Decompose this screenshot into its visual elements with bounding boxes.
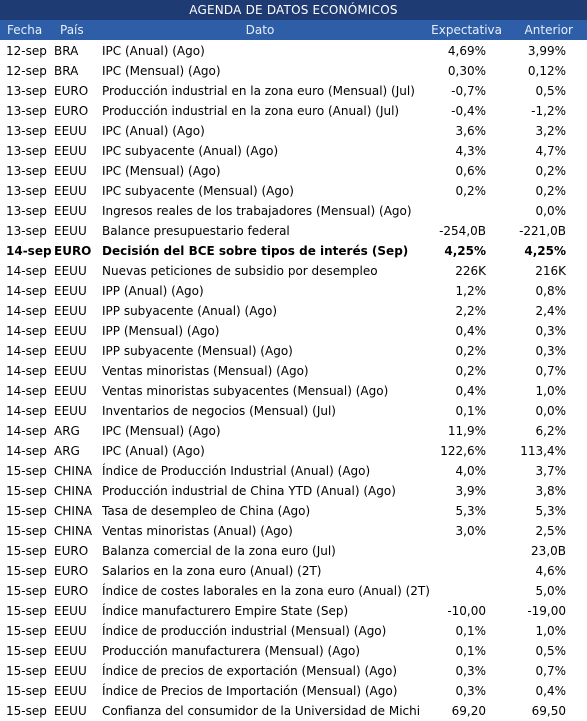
cell-fecha: 15-sep (6, 504, 47, 518)
cell-fecha: 15-sep (6, 564, 47, 578)
cell-anterior: 6,2% (535, 424, 566, 438)
cell-expectativa: -254,0B (439, 224, 486, 238)
cell-fecha: 13-sep (6, 104, 47, 118)
cell-pais: EURO (54, 564, 89, 578)
cell-dato: Índice de Precios de Importación (Mensual) (Ago) (102, 684, 398, 698)
cell-dato: IPC subyacente (Anual) (Ago) (102, 144, 279, 158)
cell-pais: EEUU (54, 364, 87, 378)
cell-dato: Confianza del consumidor de la Universidad de Michi (102, 704, 421, 718)
table-row (0, 481, 587, 501)
cell-pais: EEUU (54, 384, 87, 398)
cell-fecha: 14-sep (6, 384, 47, 398)
cell-dato: IPP (Anual) (Ago) (102, 284, 204, 298)
table-row (0, 501, 587, 521)
cell-fecha: 14-sep (6, 364, 47, 378)
cell-pais: CHINA (54, 504, 93, 518)
cell-expectativa: 3,6% (455, 124, 486, 138)
cell-expectativa: 0,4% (455, 384, 486, 398)
table-header-row (0, 20, 587, 40)
cell-dato: Índice de precios de exportación (Mensual) (Ago) (102, 664, 398, 678)
cell-pais: BRA (54, 44, 79, 58)
table-row (0, 301, 587, 321)
table-row (0, 141, 587, 161)
cell-dato: IPC (Mensual) (Ago) (102, 64, 221, 78)
table-row (0, 661, 587, 681)
cell-pais: CHINA (54, 484, 93, 498)
cell-anterior: 1,0% (535, 384, 566, 398)
cell-dato: Ventas minoristas subyacentes (Mensual) (Ago) (102, 384, 389, 398)
table-row (0, 381, 587, 401)
cell-fecha: 12-sep (6, 44, 47, 58)
cell-pais: EEUU (54, 324, 87, 338)
table-title: AGENDA DE DATOS ECONÓMICOS (0, 0, 587, 20)
cell-fecha: 15-sep (6, 684, 47, 698)
table-row (0, 341, 587, 361)
cell-fecha: 15-sep (6, 524, 47, 538)
table-row (0, 181, 587, 201)
table-row (0, 421, 587, 441)
cell-anterior: 0,5% (535, 84, 566, 98)
cell-anterior: 0,2% (535, 164, 566, 178)
cell-anterior: 0,3% (535, 344, 566, 358)
cell-pais: EEUU (54, 144, 87, 158)
cell-fecha: 14-sep (6, 304, 47, 318)
cell-pais: EURO (54, 84, 89, 98)
cell-anterior: 113,4% (520, 444, 566, 458)
cell-dato: IPC (Anual) (Ago) (102, 124, 205, 138)
cell-dato: Índice de producción industrial (Mensual) (Ago) (102, 624, 387, 638)
cell-dato: IPP subyacente (Mensual) (Ago) (102, 344, 293, 358)
cell-dato: Producción industrial en la zona euro (Anual) (Jul) (102, 104, 400, 118)
table-row (0, 561, 587, 581)
cell-dato: Tasa de desempleo de China (Ago) (102, 504, 311, 518)
cell-anterior: 4,6% (535, 564, 566, 578)
cell-expectativa: 5,3% (455, 504, 486, 518)
cell-expectativa: 0,6% (455, 164, 486, 178)
cell-anterior: 0,0% (535, 204, 566, 218)
cell-anterior: 3,99% (527, 44, 566, 58)
table-row (0, 81, 587, 101)
cell-fecha: 15-sep (6, 624, 47, 638)
table-row (0, 601, 587, 621)
table-row (0, 281, 587, 301)
cell-dato: IPC (Mensual) (Ago) (102, 424, 221, 438)
cell-expectativa: 4,69% (447, 44, 486, 58)
cell-fecha: 15-sep (6, 664, 47, 678)
table-row (0, 641, 587, 661)
cell-dato: Ventas minoristas (Anual) (Ago) (102, 524, 293, 538)
cell-dato: Ventas minoristas (Mensual) (Ago) (102, 364, 309, 378)
table-row (0, 241, 587, 261)
cell-fecha: 14-sep (6, 244, 52, 258)
cell-anterior: 23,0B (531, 544, 566, 558)
cell-dato: Nuevas peticiones de subsidio por desempleo (102, 264, 378, 278)
cell-anterior: 5,0% (535, 584, 566, 598)
cell-anterior: 0,12% (527, 64, 566, 78)
cell-fecha: 15-sep (6, 644, 47, 658)
cell-dato: Balance presupuestario federal (102, 224, 290, 238)
cell-expectativa: -0,4% (451, 104, 486, 118)
table-row (0, 321, 587, 341)
table-row (0, 161, 587, 181)
table-row (0, 201, 587, 221)
cell-anterior: 4,7% (535, 144, 566, 158)
cell-anterior: 3,7% (535, 464, 566, 478)
cell-dato: Salarios en la zona euro (Anual) (2T) (102, 564, 322, 578)
cell-anterior: 0,4% (535, 684, 566, 698)
cell-pais: EEUU (54, 404, 87, 418)
header-dato: Dato (245, 23, 275, 37)
cell-anterior: 0,7% (535, 364, 566, 378)
cell-dato: Ingresos reales de los trabajadores (Mensual) (Ago) (102, 204, 412, 218)
table-row (0, 621, 587, 641)
cell-pais: EEUU (54, 264, 87, 278)
cell-expectativa: 0,4% (455, 324, 486, 338)
cell-pais: EEUU (54, 704, 87, 718)
cell-pais: EEUU (54, 344, 87, 358)
cell-fecha: 15-sep (6, 544, 47, 558)
cell-expectativa: 3,0% (455, 524, 486, 538)
cell-anterior: 0,3% (535, 324, 566, 338)
cell-anterior: -221,0B (519, 224, 566, 238)
cell-pais: EEUU (54, 124, 87, 138)
table-row (0, 361, 587, 381)
table-row (0, 441, 587, 461)
cell-dato: Índice de Producción Industrial (Anual) (Ago) (102, 464, 371, 478)
cell-expectativa: 0,3% (455, 664, 486, 678)
cell-expectativa: 0,2% (455, 184, 486, 198)
cell-fecha: 15-sep (6, 584, 47, 598)
cell-anterior: 0,2% (535, 184, 566, 198)
cell-expectativa: 4,25% (444, 244, 486, 258)
cell-dato: Inventarios de negocios (Mensual) (Jul) (102, 404, 336, 418)
cell-pais: EEUU (54, 624, 87, 638)
cell-expectativa: 4,3% (455, 144, 486, 158)
cell-fecha: 14-sep (6, 424, 47, 438)
cell-pais: EEUU (54, 604, 87, 618)
cell-dato: IPC (Anual) (Ago) (102, 44, 205, 58)
cell-fecha: 14-sep (6, 284, 47, 298)
cell-expectativa: 0,1% (455, 644, 486, 658)
cell-pais: EEUU (54, 224, 87, 238)
cell-dato: Producción manufacturera (Mensual) (Ago) (102, 644, 361, 658)
cell-pais: EURO (54, 544, 89, 558)
cell-anterior: 0,7% (535, 664, 566, 678)
header-anterior: Anterior (524, 23, 573, 37)
cell-fecha: 14-sep (6, 264, 47, 278)
cell-expectativa: 2,2% (455, 304, 486, 318)
table-row (0, 521, 587, 541)
table-row (0, 681, 587, 701)
cell-expectativa: 0,2% (455, 344, 486, 358)
cell-dato: IPP subyacente (Anual) (Ago) (102, 304, 278, 318)
cell-fecha: 14-sep (6, 344, 47, 358)
cell-fecha: 13-sep (6, 164, 47, 178)
cell-anterior: 2,5% (535, 524, 566, 538)
cell-dato: Producción industrial en la zona euro (Mensual) (Jul) (102, 84, 415, 98)
cell-fecha: 15-sep (6, 704, 47, 718)
cell-expectativa: 122,6% (440, 444, 486, 458)
header-pais: País (60, 23, 84, 37)
cell-fecha: 12-sep (6, 64, 47, 78)
cell-pais: EURO (54, 244, 92, 258)
table-row (0, 461, 587, 481)
cell-fecha: 14-sep (6, 324, 47, 338)
cell-pais: EURO (54, 104, 89, 118)
table-row (0, 401, 587, 421)
cell-anterior: 3,8% (535, 484, 566, 498)
cell-fecha: 15-sep (6, 604, 47, 618)
cell-pais: EEUU (54, 304, 87, 318)
cell-fecha: 14-sep (6, 404, 47, 418)
table-row (0, 221, 587, 241)
cell-anterior: 3,2% (535, 124, 566, 138)
cell-pais: EURO (54, 584, 89, 598)
cell-expectativa: 0,2% (455, 364, 486, 378)
cell-anterior: 0,5% (535, 644, 566, 658)
cell-fecha: 13-sep (6, 204, 47, 218)
cell-pais: CHINA (54, 524, 93, 538)
cell-expectativa: 11,9% (447, 424, 486, 438)
table-row (0, 121, 587, 141)
cell-anterior: 4,25% (524, 244, 566, 258)
cell-dato: Índice manufacturero Empire State (Sep) (102, 604, 349, 618)
cell-anterior: 1,0% (535, 624, 566, 638)
cell-fecha: 14-sep (6, 444, 47, 458)
cell-dato: Decisión del BCE sobre tipos de interés (Sep) (102, 244, 409, 258)
table-row (0, 101, 587, 121)
cell-expectativa: 1,2% (455, 284, 486, 298)
cell-expectativa: 3,9% (455, 484, 486, 498)
cell-pais: EEUU (54, 644, 87, 658)
cell-dato: IPC (Mensual) (Ago) (102, 164, 221, 178)
cell-pais: CHINA (54, 464, 93, 478)
table-body (0, 41, 587, 721)
cell-anterior: -19,00 (527, 604, 566, 618)
header-fecha: Fecha (7, 23, 43, 37)
cell-pais: EEUU (54, 184, 87, 198)
cell-expectativa: 0,3% (455, 684, 486, 698)
cell-fecha: 13-sep (6, 224, 47, 238)
cell-dato: IPC subyacente (Mensual) (Ago) (102, 184, 294, 198)
cell-expectativa: 69,20 (451, 704, 486, 718)
cell-pais: EEUU (54, 164, 87, 178)
cell-fecha: 15-sep (6, 484, 47, 498)
cell-expectativa: 4,0% (455, 464, 486, 478)
cell-anterior: 2,4% (535, 304, 566, 318)
cell-fecha: 13-sep (6, 84, 47, 98)
cell-dato: Índice de costes laborales en la zona euro (Anual) (2T) (102, 584, 430, 598)
cell-expectativa: 0,30% (447, 64, 486, 78)
cell-expectativa: 0,1% (455, 624, 486, 638)
cell-anterior: 5,3% (535, 504, 566, 518)
table-row (0, 61, 587, 81)
cell-anterior: -1,2% (531, 104, 566, 118)
cell-pais: EEUU (54, 284, 87, 298)
cell-expectativa: 0,1% (455, 404, 486, 418)
table-row (0, 701, 587, 721)
cell-pais: EEUU (54, 664, 87, 678)
cell-pais: ARG (54, 424, 80, 438)
header-expectativa: Expectativa (431, 23, 502, 37)
cell-fecha: 13-sep (6, 144, 47, 158)
cell-anterior: 216K (535, 264, 566, 278)
cell-fecha: 15-sep (6, 464, 47, 478)
cell-expectativa: -10,00 (447, 604, 486, 618)
cell-fecha: 13-sep (6, 124, 47, 138)
cell-dato: Balanza comercial de la zona euro (Jul) (102, 544, 336, 558)
cell-pais: ARG (54, 444, 80, 458)
cell-anterior: 69,50 (531, 704, 566, 718)
table-row (0, 541, 587, 561)
cell-pais: EEUU (54, 684, 87, 698)
cell-dato: Producción industrial de China YTD (Anual) (Ago) (102, 484, 396, 498)
cell-anterior: 0,0% (535, 404, 566, 418)
table-row (0, 581, 587, 601)
cell-fecha: 13-sep (6, 184, 47, 198)
table-row (0, 261, 587, 281)
table-row (0, 41, 587, 61)
cell-expectativa: -0,7% (451, 84, 486, 98)
cell-dato: IPP (Mensual) (Ago) (102, 324, 220, 338)
cell-pais: EEUU (54, 204, 87, 218)
cell-dato: IPC (Anual) (Ago) (102, 444, 205, 458)
cell-expectativa: 226K (455, 264, 486, 278)
cell-anterior: 0,8% (535, 284, 566, 298)
cell-pais: BRA (54, 64, 79, 78)
